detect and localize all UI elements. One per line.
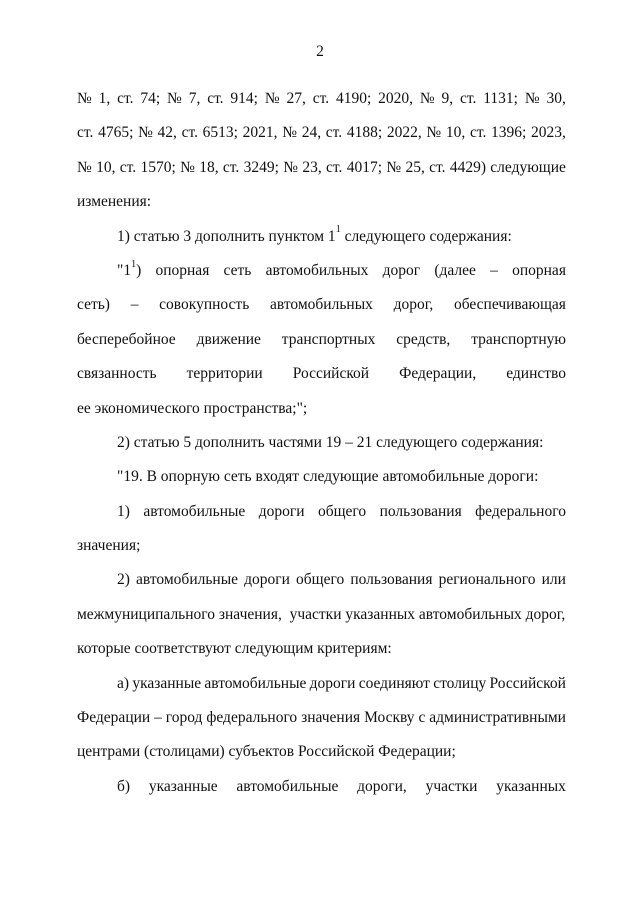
word: город (165, 709, 203, 727)
word: административными (429, 709, 566, 727)
word: ст. (326, 158, 343, 176)
word: ст. (222, 158, 240, 176)
word: средств, (396, 330, 451, 348)
text-line: изменения: (77, 193, 152, 211)
word: регионального (438, 571, 536, 589)
word: 1131; (483, 90, 518, 107)
word: указанные (132, 674, 202, 692)
word: автомобильные (143, 502, 246, 520)
word: дороги (258, 502, 305, 520)
word: 18, (199, 158, 219, 176)
text-line: 2) статью 5 дополнить частями 19 – 21 следующего содержания: (117, 433, 544, 451)
word: обеспечивающая (453, 296, 566, 314)
word: федерального (206, 709, 298, 727)
word: Москву (364, 709, 415, 727)
text-line (77, 323, 566, 357)
word: б) (117, 777, 131, 795)
word: 914; (230, 90, 258, 107)
word: № (77, 158, 92, 176)
word: № (77, 90, 92, 107)
word: участки (425, 777, 478, 795)
word: № (264, 90, 280, 107)
word: 24, (301, 124, 322, 142)
word: указанных (496, 777, 566, 795)
text-line: межмуниципального значения, участки указанных автомобильных дорог, (77, 605, 566, 623)
word: бесперебойное (77, 330, 176, 348)
word: совокупность (159, 296, 250, 314)
word: дороги (309, 674, 356, 692)
text-line (77, 288, 566, 322)
word: № (180, 158, 195, 176)
word: № (386, 158, 402, 176)
text-line: "19. В опорную сеть входят следующие автомобильные дороги: (117, 468, 539, 486)
word: сеть) (77, 296, 110, 314)
word: дороги, (357, 777, 407, 795)
word: федерального (475, 502, 566, 520)
word: 2022, (386, 124, 422, 142)
word: территории (186, 365, 263, 383)
word: № (283, 158, 299, 176)
text-line: которые соответствуют следующим критериям: (77, 640, 392, 658)
page-number: 2 (316, 43, 324, 60)
word: ст. (325, 124, 343, 142)
word: (далее (434, 261, 476, 279)
word: – (490, 261, 498, 279)
word: соединяют (358, 674, 430, 692)
word: № (426, 124, 442, 142)
word: автомобильные (236, 777, 339, 795)
word: движение (196, 330, 261, 348)
word: связанность (77, 365, 157, 383)
word: общего (296, 571, 345, 589)
word: 10, (96, 158, 116, 176)
word: 1396; (491, 124, 527, 142)
word: сеть (223, 261, 252, 279)
word: транспортную (471, 330, 566, 348)
word: № (282, 124, 298, 142)
word: Российской (489, 674, 566, 692)
word: транспортных (281, 330, 376, 348)
text-line (77, 770, 566, 804)
word: – (154, 709, 162, 727)
word: дорог, (393, 296, 434, 314)
word: № (524, 90, 540, 107)
word: ст. (429, 158, 446, 176)
word: 3249; (243, 158, 279, 176)
text-line (77, 82, 566, 116)
word: 2020, (378, 90, 414, 107)
text-line (77, 357, 566, 391)
word: пользования (379, 502, 462, 520)
text-line: значения; (77, 537, 141, 555)
word: а) (117, 674, 130, 692)
word: 30, (546, 90, 566, 107)
text-line: ее экономического пространства;"; (77, 399, 308, 417)
word: 4765; (98, 124, 134, 142)
word: с (418, 709, 426, 727)
word: или (541, 571, 566, 589)
text-line (77, 701, 566, 735)
word: ст. (312, 90, 330, 107)
word: ст. (77, 124, 94, 142)
document-body (77, 82, 566, 804)
word: ст. (207, 90, 224, 107)
word: 6513; (202, 124, 238, 142)
text-line (77, 563, 566, 597)
word: № (167, 90, 182, 107)
word: 2) (117, 571, 130, 589)
word: 2021, (242, 124, 278, 142)
text-line: 1) статью 3 дополнить пунктом $1^1$ следующего содержания: (117, 224, 512, 245)
word: 4429) (449, 158, 486, 176)
word: – (130, 296, 139, 314)
word: 42, (157, 124, 177, 142)
word: следующие (490, 158, 566, 176)
word: столицу (433, 674, 487, 692)
word: автомобильных (270, 296, 373, 314)
word: указанные (148, 777, 218, 795)
word: единство (506, 365, 566, 383)
word: опорная (512, 261, 566, 279)
word: 25, (405, 158, 425, 176)
word: автомобильных (265, 261, 369, 279)
word: опорная (155, 261, 210, 279)
word: ст. (181, 124, 198, 142)
word: 7, (188, 90, 201, 107)
word: 27, (286, 90, 306, 107)
text-line (77, 254, 566, 288)
word: Федерации, (399, 365, 477, 383)
word: значения (301, 709, 361, 727)
text-line (77, 151, 566, 185)
word: 2023, (531, 124, 566, 142)
word: 23, (302, 158, 322, 176)
word: 9, (441, 90, 454, 107)
word: 4190; (335, 90, 372, 107)
word: 4017; (346, 158, 383, 176)
word: № (138, 124, 153, 142)
text-line (77, 495, 566, 529)
word: автомобильные (136, 571, 238, 589)
word: ст. (117, 90, 134, 107)
word: пользования (350, 571, 433, 589)
text-line: центрами (столицами) субъектов Российской Федерации; (77, 743, 456, 761)
word: Российской (292, 365, 370, 383)
text-line (77, 116, 566, 150)
word: 1, (98, 90, 111, 107)
word: общего (317, 502, 367, 520)
word: 4188; (346, 124, 383, 142)
word: 10, (445, 124, 466, 142)
word: 74; (140, 90, 161, 107)
word: № (419, 90, 435, 107)
word: ст. (460, 90, 477, 107)
word: дорог (382, 261, 421, 279)
word: ст. (119, 158, 137, 176)
word: ст. (469, 124, 487, 142)
word: Федерации (77, 709, 151, 727)
text-line (77, 667, 566, 701)
word: 1) (117, 502, 130, 520)
word: дороги (244, 571, 290, 589)
word: "$1^1$) (117, 258, 142, 279)
word: автомобильные (204, 674, 307, 692)
word: 1570; (140, 158, 176, 176)
